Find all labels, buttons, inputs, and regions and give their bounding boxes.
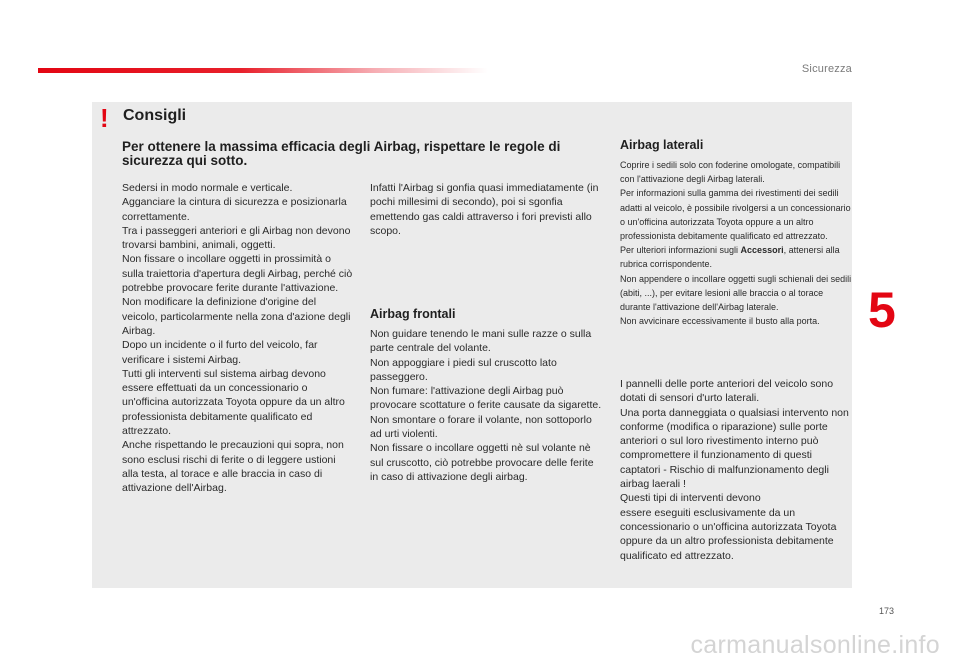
intro-text: Per ottenere la massima efficacia degli Airbag, rispettare le regole di sicurezza qui sotto.: [122, 139, 561, 168]
front-airbags-heading: Airbag frontali: [370, 307, 456, 321]
panel-title: Consigli: [123, 107, 187, 124]
page-number: 173: [878, 606, 894, 616]
front-airbags-text: Non guidare tenendo le mani sulle razze o sulla parte centrale del volante. Non appoggiare i piedi sul cruscotto lato passeggero. Non fumare: l'attivazione degli Airbag può provocare scottature o ferite causate da sigarette. Non smontare o forare il volante, non sottoporlo ad urti violenti. Non fissare o incollare oggetti nè sul volante nè sul cruscotto, ciò potrebbe provocare delle ferite in caso di attivazione degli airbag.: [370, 328, 602, 483]
condensed-text-part2: , attenersi alla rubrica corrispondente. Non appendere o incollare oggetti sugli schienali dei sedili (abiti, ...), per evitare lesioni alle braccia o al torace durante l'attivazione dell'Airbag laterale. Non avvicinare eccessivamente il busto alla porta.: [620, 245, 852, 327]
general-advice-text: Sedersi in modo normale e verticale. Agganciare la cintura di sicurezza e posizionarla correttamente. Tra i passeggeri anteriori e gli Airbag non devono trovarsi bambini, animali, oggetti. Non fissare o incollare oggetti in prossimità o sulla traiettoria d'apertura degli Airbag, perché ciò potrebbe provocare ferite durante l'attivazione. Non modificare la definizione d'origine del veicolo, particolarmente nella zona d'azione degli Airbag. Dopo un incidente o il furto del veicolo, far verificare i sistemi Airbag. Tutti gli interventi sul sistema airbag devono essere effettuati da un concessionario o un'officina autorizzata Toyota oppure da un altro professionista debitamente qualificato ed attrezzato. Anche rispettando le precauzioni qui sopra, non sono esclusi rischi di ferite o di leggere ustioni alla testa, al torace e alle braccia in caso di attivazione dell'Airbag.: [122, 182, 353, 495]
inflation-text: Infatti l'Airbag si gonfia quasi immediatamente (in pochi millesimi di secondo), poi si sgonfia emettendo gas caldi attraverso i fori previsti allo scopo.: [370, 182, 599, 237]
side-airbags-condensed-text: [620, 158, 852, 328]
chapter-number: 5: [868, 282, 896, 338]
side-sensors-text: I pannelli delle porte anteriori del veicolo sono dotati di sensori d'urto laterali. Una porta danneggiata o qualsiasi intervento non conforme (modifica o riparazione) sulle porte anteriori o sul loro rivestimento interno può compromettere il funzionamento di questi captatori - Rischio di malfunzionamento degli airbag laerali ! Questi tipi di interventi devono essere eseguiti esclusivamente da un concessionario o un'officina autorizzata Toyota oppure da un altro professionista debitamente qualificato ed attrezzato.: [620, 378, 849, 562]
warning-icon: !: [100, 103, 109, 133]
condensed-text-part1: Coprire i sedili solo con foderine omologate, compatibili con l'attivazione degli Airbag laterali. Per informazioni sulla gamma dei rivestimenti dei sedili adatti al veicolo, è possibile rivolgersi a un concessionario o un'officina autorizzata Toyota oppure a un altro professionista debitamente qualificato ed attrezzato. Per ulteriori informazioni sugli: [620, 160, 851, 256]
section-title: Sicurezza: [801, 63, 852, 75]
side-airbags-heading: Airbag laterali: [620, 138, 704, 152]
accessories-term: Accessori: [740, 245, 784, 256]
watermark: carmanualsonline.info: [690, 631, 940, 659]
header-accent-bar: [38, 68, 488, 73]
